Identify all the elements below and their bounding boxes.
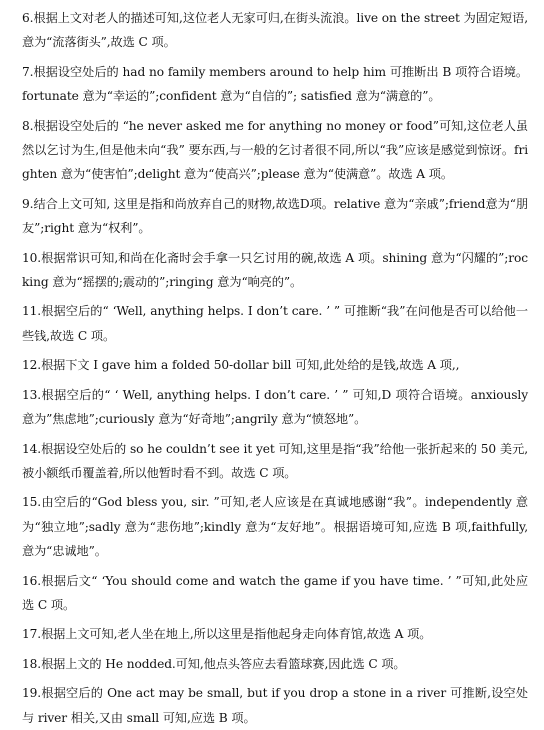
answer-explanation-13: 13.根据空后的“ ‘ Well, anything helps. I don’t care. ’ ” 可知,D 项符合语境。anxiously 意为”焦虑地”;curiously 意为“好奇地”;angrily 意为“愤怒地”。 — [22, 387, 528, 427]
answer-explanation-15: 15.由空后的“God bless you, sir. ”可知,老人应该是在真诚地感谢“我”。independently 意为“独立地”;sadly 意为“悲伤地”;kindly 意为“友好地”。根据语境可知,应选 B 项,faithfully, 意为“忠诚地”。 — [22, 495, 528, 559]
answer-explanation-17: 17.根据上文可知,老人坐在地上,所以这里是指他起身走向体育馆,故选 A 项。 — [22, 627, 432, 642]
answer-explanation-7: 7.根据设空处后的 had no family members around to help him 可推断出 B 项符合语境。fortunate 意为“幸运的”;confident 意为“自信的”; satisfied 意为“满意的”。 — [22, 64, 528, 104]
answer-explanation-6: 6.根据上文对老人的描述可知,这位老人无家可归,在街头流浪。live on the street 为固定短语,意为“流落街头”,故选 C 项。 — [22, 11, 528, 50]
answer-explanation-8: 8.根据设空处后的 “he never asked me for anything no money or food”可知,这位老人虽然以乞讨为生,但是他未向“我” 要东西,与一般的乞讨者很不同,所以“我”应该是感觉到惊讶。frighten 意为“使害怕”;delight 意为“使高兴”;please 意为“使满意”。故选 A 项。 — [22, 118, 528, 182]
answer-explanation-19: 19.根据空后的 One act may be small, but if you drop a stone in a river 可推断,设空处与 river 相关,又由 small 可知,应选 B 项。 — [22, 686, 528, 725]
answer-explanation-12: 12.根据下文 I gave him a folded 50-dollar bill 可知,此处给的是钱,故选 A 项,, — [22, 358, 460, 373]
answer-explanation-16: 16.根据后文“ ‘You should come and watch the game if you have time. ’ ”可知,此处应选 C 项。 — [22, 573, 528, 612]
answer-explanation-11: 11.根据空后的“ ‘Well, anything helps. I don’t care. ’ ” 可推断“我”在问他是否可以给他一些钱,故选 C 项。 — [22, 304, 528, 343]
answer-explanation-14: 14.根据设空处后的 so he couldn’t see it yet 可知,这里是指“我”给他一张折起来的 50 美元,被小额纸币覆盖着,所以他暂时看不到。故选 C 项。 — [22, 441, 528, 480]
answer-explanation-10: 10.根据常识可知,和尚在化斋时会手拿一只乞讨用的碗,故选 A 项。shining 意为“闪耀的”;rocking 意为“摇摆的;震动的”;ringing 意为“响亮的”。 — [22, 250, 528, 290]
answer-explanation-9: 9.结合上文可知, 这里是指和尚放弃自己的财物,故选D项。relative 意为“亲戚”;friend意为“朋友”;right 意为“权利”。 — [22, 196, 528, 236]
answer-explanation-18: 18.根据上文的 He nodded.可知,他点头答应去看篮球赛,因此选 C 项。 — [22, 656, 406, 671]
